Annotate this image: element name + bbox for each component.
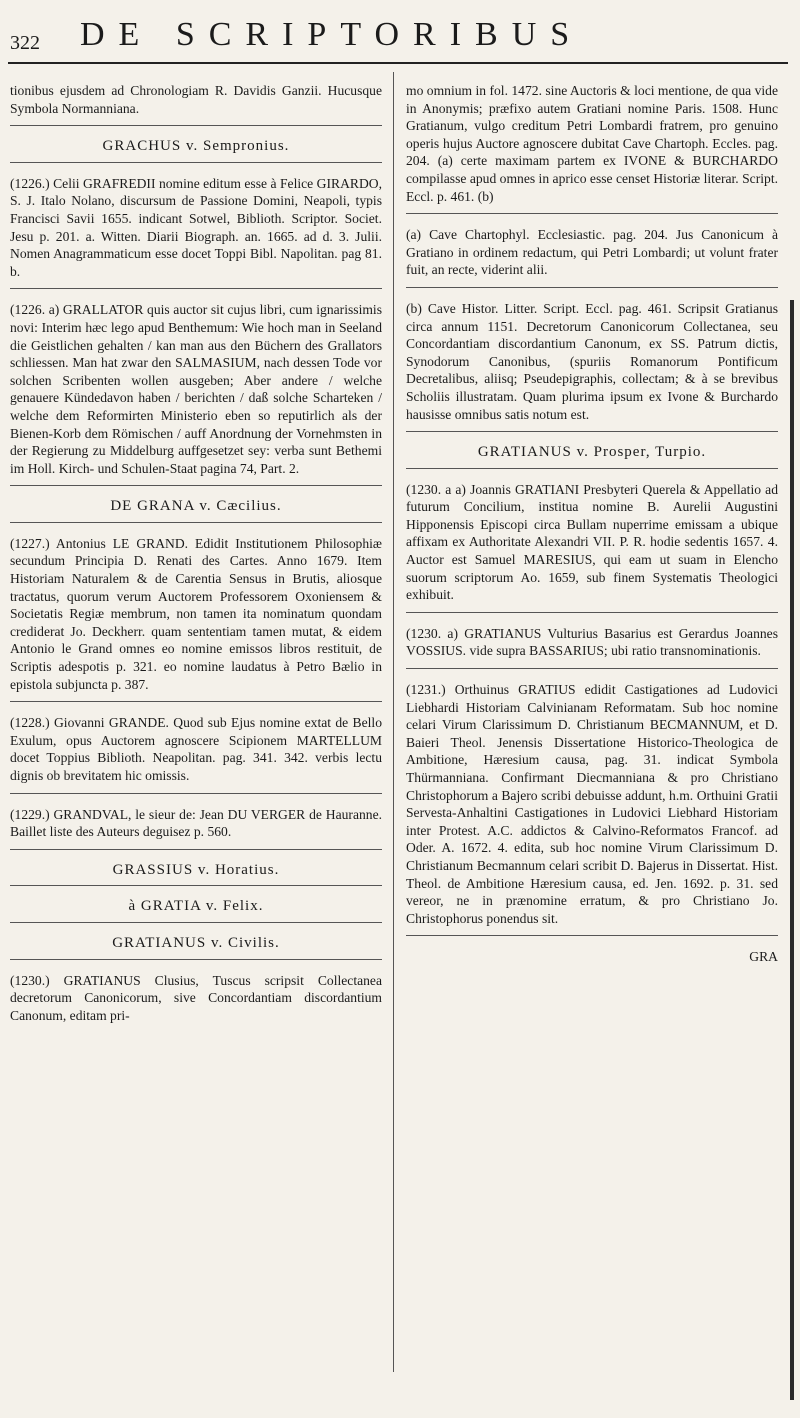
entry-rule (10, 849, 382, 850)
entry-heading: GRACHUS v. Sempronius. (102, 138, 290, 155)
entry-heading: GRATIANUS v. Civilis. (112, 934, 280, 951)
entry-rule (10, 162, 382, 163)
entry-rule (10, 522, 382, 523)
entry-rule (10, 959, 382, 960)
entry-paragraph: (a) Cave Chartophyl. Ecclesiastic. pag. 204. Jus Canonicum à Gratiano in ordinem redactum, qui Petri Lombardi; ut volunt frater fuit, an recte, viderint alii. (406, 227, 778, 278)
entry-heading: GRATIANUS v. Prosper, Turpio. (477, 444, 707, 461)
entry-paragraph: (1227.) Antonius LE GRAND. Edidit Institutionem Philosophiæ secundum Principia D. Renati des Cartes. Anno 1679. Item Historiam Naturalem & de Carentia Sensus in Brutis, aliosque tractatus, quorum verum Auctorem Professorem Oxoniensem & Societatis Regiæ membrum, non tamen ita nominatum quondam crediderat Jo. Deckherr. quam sententiam tamen mutat, & eidem Antonio le Grand omnes eo nomine emissos libros restituit, de Scriptis adespotis p. 321. eo nomine laudatus à Petro Bælio in epistola subjuncta p. 387. (10, 535, 382, 692)
entry-paragraph: (1226.) Celii GRAFREDII nomine editum esse à Felice GIRARDO, S. J. Italo Nolano, discursum de Passione Domini, Neapoli, typis Francisci Savii 1655. indicant Sotwel, Biblioth. Scriptor. Societ. Jesu p. 201. a. Witten. Diarii Biograph. an. 1665. ad d. 3. Julii. Nomen Anagrammaticum esse docet Toppi Bibl. Napolitan. pag 81. b. (10, 175, 382, 279)
entry-paragraph: (1228.) Giovanni GRANDE. Quod sub Ejus nomine extat de Bello Exulum, opus Auctorem agnoscere Scipionem MARTELLUM docet Toppius Biblioth. Neapolitan. pag. 341. 342. verbis lectu dignis ob brevitatem hic omissis. (10, 715, 382, 783)
page-number: 322 (10, 32, 40, 54)
page-edge-shadow (790, 300, 794, 1400)
entry-rule (10, 485, 382, 486)
entry-heading: DE GRANA v. Cæcilius. (110, 498, 282, 515)
column-divider (393, 72, 394, 1372)
entry-paragraph: tionibus ejusdem ad Chronologiam R. Davidis Ganzii. Hucusque Symbola Normanniana. (10, 83, 382, 116)
entry-rule (10, 125, 382, 126)
entry-paragraph: (1231.) Orthuinus GRATIUS edidit Castigationes ad Ludovici Liebhardi Historiam Calvinianam Reformatam. Sub hoc nomine celari Virum Clarissimum D. Christianum BECMANNUM, et D. Baieri Theol. Jenensis Dissertatione Historico-Theologica de Ambitione, Hæresium causa, pag. 31. indicat Symbola Thürmanniana. Confirmant Diecmanniana & pro Christiano Christophorum a Bajero scribi debuisse addunt, h.m. Orthuini Gratii Servesta-Anhaltini Castigationes in Ludovici Liebhard Historiam inter Protest. A.C. addictos & Calvino-Reformatos Francof. ad Oder. A. 1672. 4. edita, sub hoc nomine Virum Clarissimum D. Christianum Becmannum celari scribit D. Bajerus in Dissertat. Hist. Theol. de Ambitione Hæresium causa, ed. Jen. 1692. p. 31. sed vereor, ne in prænomine erratum, & pro Christiano Jo. Christophorus ponendus sit. (406, 682, 778, 926)
entry-rule (406, 612, 778, 613)
entry-paragraph: (1230.) GRATIANUS Clusius, Tuscus scripsit Collectanea decretorum Canonicorum, sive Concordantiam discordantium Canonum, editam pri- (10, 972, 382, 1023)
entry-rule (10, 885, 382, 886)
entry-rule (406, 431, 778, 432)
entry-rule (406, 935, 778, 936)
entry-rule (10, 793, 382, 794)
entry-rule (10, 922, 382, 923)
catchword: GRA (749, 949, 778, 965)
entry-heading: à GRATIA v. Felix. (128, 898, 264, 915)
right-column (406, 76, 778, 1406)
entry-paragraph: (1230. a a) Joannis GRATIANI Presbyteri Querela & Appellatio ad futurum Concilium, institua nomine B. Aurelii Augustini Hipponensis Episcopi circa Bullam nuperrime emissam a ubique affixam ex Authoritate Alexandri VII. P. R. hodie sedentis 1657. 4. Auctor est Samuel MARESIUS, qui eam ut suam in Elencho suorum scriptorum Ao. 1659, sub finem Systematis Theologici exhibuit. (406, 481, 778, 603)
page-header (0, 14, 800, 62)
entry-rule (406, 668, 778, 669)
left-column (10, 76, 382, 1406)
entry-paragraph: mo omnium in fol. 1472. sine Auctoris & loci mentione, de qua vide in Anonymis; præfixo autem Gratiani nomine Paris. 1508. Hunc Gratianum, vulgo creditum Petri Lombardi fratrem, pro genuino operis hujus Auctore agnoscere dubitat Cave Chartoph. Eccles. pag. 204. (a) certe maximam partem ex IVONE & BURCHARDO compilasse apud omnes in aprico esse censet Historiæ literar. Script. Eccl. p. 461. (b) (406, 83, 778, 204)
entry-rule (406, 468, 778, 469)
running-title: DE SCRIPTORIBUS (80, 16, 584, 53)
entry-rule (406, 213, 778, 214)
entry-rule (10, 288, 382, 289)
entry-paragraph: (1226. a) GRALLATOR quis auctor sit cujus libri, cum ignarissimis novi: Interim hæc lego apud Benthemum: Wie hoch man in Seeland die Geistlichen gehalten / kan man aus den Büchern des Grallators schliessen. Man hat zwar den SALMASIUM, nach dessen Tode vor solchen Scribenten wollen ausgeben; Aber andere / welche genauere Kündedavon haben / berichten / daß solche Scharteken / welche dem Reformirten Ministerio eben so reputirlich als der Bienen-Korb dem Römischen / auff Anordnung der Vornehmsten in der Regierung zu Middelburg auffgesetzet sey: verba sunt Bethemi im Holl. Kirch- und Schulen-Staat pagina 74, Part. 2. (10, 302, 382, 476)
header-rule (8, 62, 788, 64)
entry-heading: GRASSIUS v. Horatius. (112, 861, 280, 878)
entry-paragraph: (b) Cave Histor. Litter. Script. Eccl. pag. 461. Scripsit Gratianus circa annum 1151. Decretorum Canonicorum Collectanea, seu Concordantiam discordantium Canonum, ex SS. Patrum dictis, Synodorum Canonibus, (spuriis Romanorum Pontificum Decretalibus, aliisq; Pseudepigraphis, collectam; & à se brevibus Scholiis illustratam. Quam plurima ipsum ex Ivone & Burchardo hausisse omnibus satis notum est. (406, 300, 778, 422)
entry-paragraph: (1229.) GRANDVAL, le sieur de: Jean DU VERGER de Hauranne. Baillet liste des Auteurs deguisez p. 560. (10, 806, 382, 840)
entry-rule (406, 287, 778, 288)
entry-rule (10, 701, 382, 702)
entry-paragraph: (1230. a) GRATIANUS Vulturius Basarius est Gerardus Joannes VOSSIUS. vide supra BASSARIUS; ubi ratio transnominationis. (406, 625, 778, 659)
